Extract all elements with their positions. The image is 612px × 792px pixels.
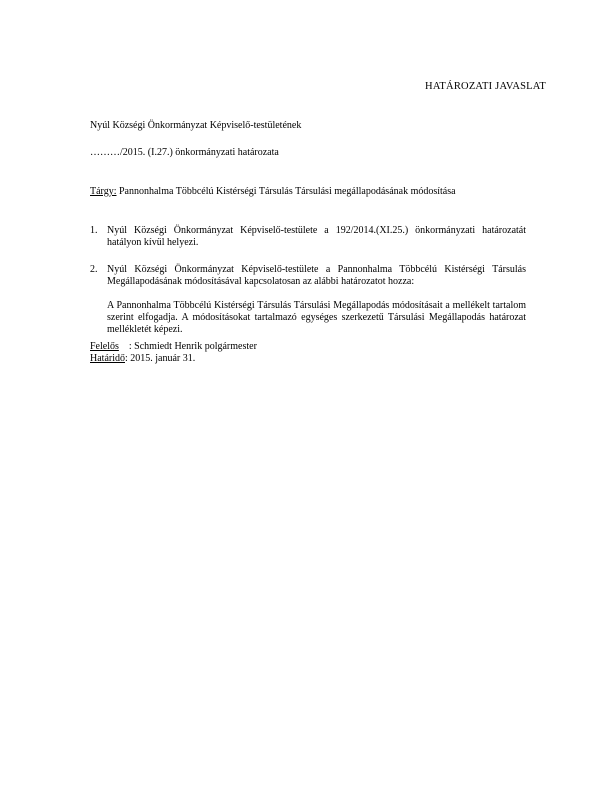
item-text: Nyúl Községi Önkormányzat Képviselő-testülete a 192/2014.(XI.25.) önkormányzati határozatát hatályon kívül helyezi. <box>107 225 526 248</box>
responsible-value: : Schmiedt Henrik polgármester <box>118 341 257 352</box>
item-number: 1. <box>90 225 98 236</box>
item-subtext: A Pannonhalma Többcélú Kistérségi Társulás Társulási Megállapodás módosításait a mellékelt tartalom szerint elfogadja. A módosításokat tartalmazó egységes szerkezetű Társulási Megállapodás határozat mellékletét képezi. <box>107 300 526 335</box>
subject-text: Pannonhalma Többcélú Kistérségi Társulás Társulási megállapodásának módosítása <box>116 186 456 197</box>
responsible-line <box>90 341 257 353</box>
item-text: Nyúl Községi Önkormányzat Képviselő-testülete a Pannonhalma Többcélú Kistérségi Társulás Megállapodásának módosításával kapcsolatosan az alábbi határozatot hozza: <box>107 264 526 287</box>
responsible-label: Felelős <box>90 341 119 352</box>
item-number: 2. <box>90 264 98 275</box>
subject-line <box>90 186 456 198</box>
deadline-value: : 2015. január 31. <box>125 353 196 364</box>
document-heading: HATÁROZATI JAVASLAT <box>425 81 546 92</box>
resolution-number: ………/2015. (I.27.) önkormányzati határozata <box>90 147 279 158</box>
recipient-line: Nyúl Községi Önkormányzat Képviselő-testületének <box>90 120 302 131</box>
subject-label: Tárgy: <box>90 186 117 197</box>
deadline-label: Határidő <box>90 353 125 364</box>
deadline-line <box>90 353 195 365</box>
